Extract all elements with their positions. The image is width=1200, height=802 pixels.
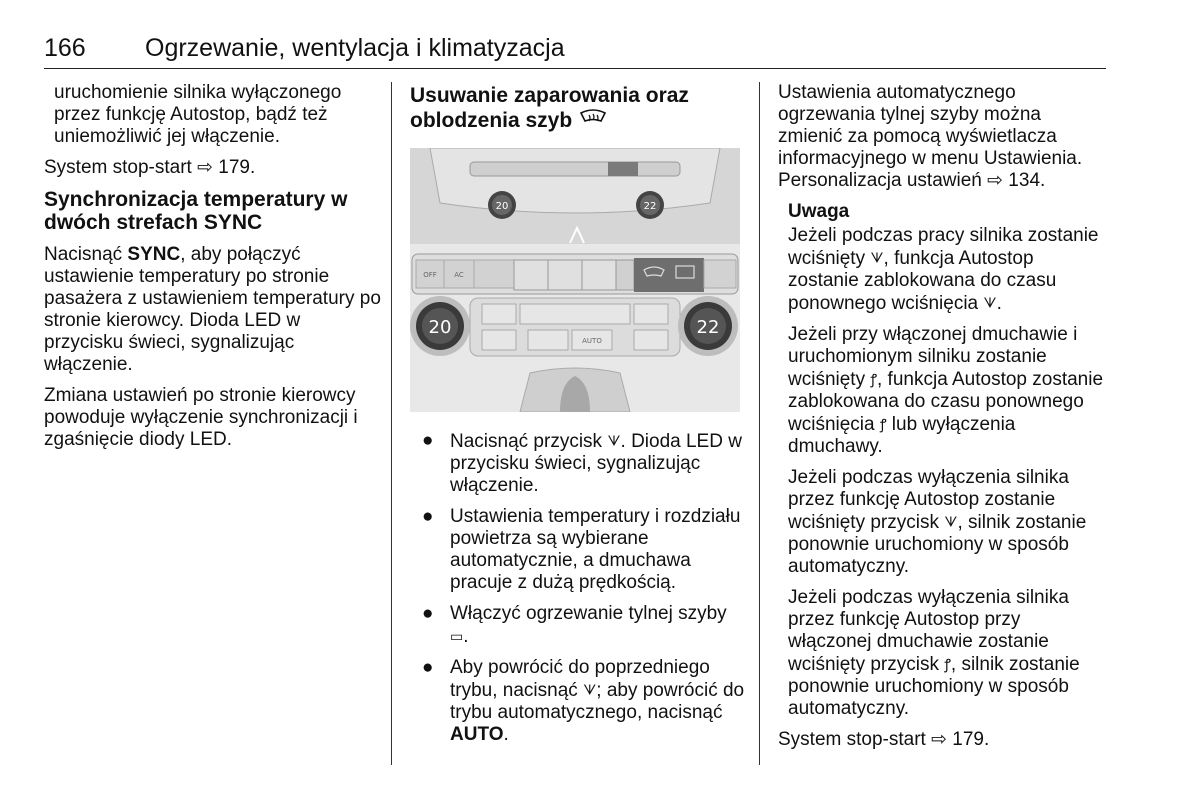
cross-reference: System stop-start ⇨ 179. (44, 157, 256, 178)
svg-text:22: 22 (643, 201, 657, 212)
paragraph: uruchomienie silnika wyłączonego przez funkcję Autostop, bądź też uniemożliwić jej włączenie. (54, 82, 342, 147)
windshield-defrost-icon: ᗐ (983, 295, 997, 311)
windshield-defrost-icon: ᗐ (870, 250, 884, 266)
paragraph: Ustawienia automatycznego ogrzewania tylnej szyby można zmienić za pomocą wyświetlacza informacyjnego w menu Ustawienia. Personalizacja ustawień ⇨ 134. (778, 82, 1083, 191)
section-heading-sync: Synchronizacja temperatury w dwóch strefach SYNC (44, 188, 348, 234)
list-item: ● Włączyć ogrzewanie tylnej szyby ▭. (422, 603, 727, 647)
windshield-defrost-icon: ᗐ (944, 514, 958, 530)
list-item: ● Aby powrócić do poprzedniego trybu, nacisnąć ᗐ; aby powrócić do trybu automatycznego, nacisnąć AUTO. (422, 657, 745, 745)
note-title: Uwaga (788, 201, 850, 222)
auto-label: AUTO (450, 724, 504, 745)
note-paragraph: Jeżeli przy włączonej dmuchawie i uruchomionym silniku zostanie wciśnięty ꝭ, funkcja Autostop zostanie zablokowana do czasu ponownego wciśnięcia ꝭ lub wyłączenia dmuchawy. (788, 324, 1104, 457)
paragraph-sync: Nacisnąć SYNC, aby połączyć ustawienie temperatury po stronie pasażera z ustawieniem temperatury po stronie kierowcy. Dioda LED w przycisku świeci, sygnalizując włączenie. (44, 244, 381, 375)
cross-reference: System stop-start ⇨ 179. (778, 729, 990, 750)
svg-text:OFF: OFF (423, 271, 437, 279)
fan-airflow-icon: ꝭ (870, 371, 877, 387)
paragraph: Zmiana ustawień po stronie kierowcy powoduje wyłączenie synchronizacji i zgaśnięcie diody LED. (44, 385, 358, 450)
svg-text:20: 20 (495, 201, 509, 212)
svg-text:AC: AC (454, 271, 464, 279)
page-header (44, 32, 1106, 69)
section-heading-defrost: Usuwanie zaparowania oraz oblodzenia szyb (410, 84, 689, 132)
note-paragraph: Jeżeli podczas wyłączenia silnika przez funkcję Autostop przy włączonej dmuchawie zostanie wciśnięty przycisk ꝭ, silnik zostanie ponownie uruchomiony w sposób automatyczny. (788, 587, 1080, 719)
fan-airflow-icon: ꝭ (879, 416, 887, 432)
svg-text:AUTO: AUTO (582, 337, 602, 345)
sync-label: SYNC (127, 244, 181, 265)
column-divider (391, 82, 392, 765)
fan-airflow-icon: ꝭ (944, 656, 951, 672)
svg-text:22: 22 (696, 317, 720, 338)
column-divider (759, 82, 760, 765)
column-left (44, 82, 384, 460)
svg-text:20: 20 (428, 317, 452, 338)
list-item: ● Nacisnąć przycisk ᗐ. Dioda LED w przycisku świeci, sygnalizując włączenie. (422, 430, 742, 496)
windshield-defrost-icon: ᗐ (607, 433, 621, 449)
windshield-defrost-icon: ᗐ (583, 682, 597, 698)
page-number: 166 (44, 34, 86, 62)
list-item: ● Ustawienia temperatury i rozdziału powietrza są wybierane automatycznie, a dmuchawa pracuje z dużą prędkością. (422, 506, 741, 593)
page-title: Ogrzewanie, wentylacja i klimatyzacja (145, 34, 565, 62)
note-paragraph: Jeżeli podczas wyłączenia silnika przez funkcję Autostop zostanie wciśnięty przycisk ᗐ, silnik zostanie ponownie uruchomiony w sposób automatyczny. (788, 467, 1087, 577)
note-paragraph: Jeżeli podczas pracy silnika zostanie wciśnięty ᗐ, funkcja Autostop zostanie zablokowana do czasu ponownego wciśnięcia ᗐ. (788, 225, 1099, 314)
climate-control-panel-figure (410, 148, 740, 412)
column-middle (410, 82, 745, 755)
column-right (778, 82, 1108, 760)
instruction-list (410, 430, 745, 746)
windshield-defrost-icon (578, 107, 608, 127)
rear-window-heating-icon: ▭ (450, 628, 464, 644)
